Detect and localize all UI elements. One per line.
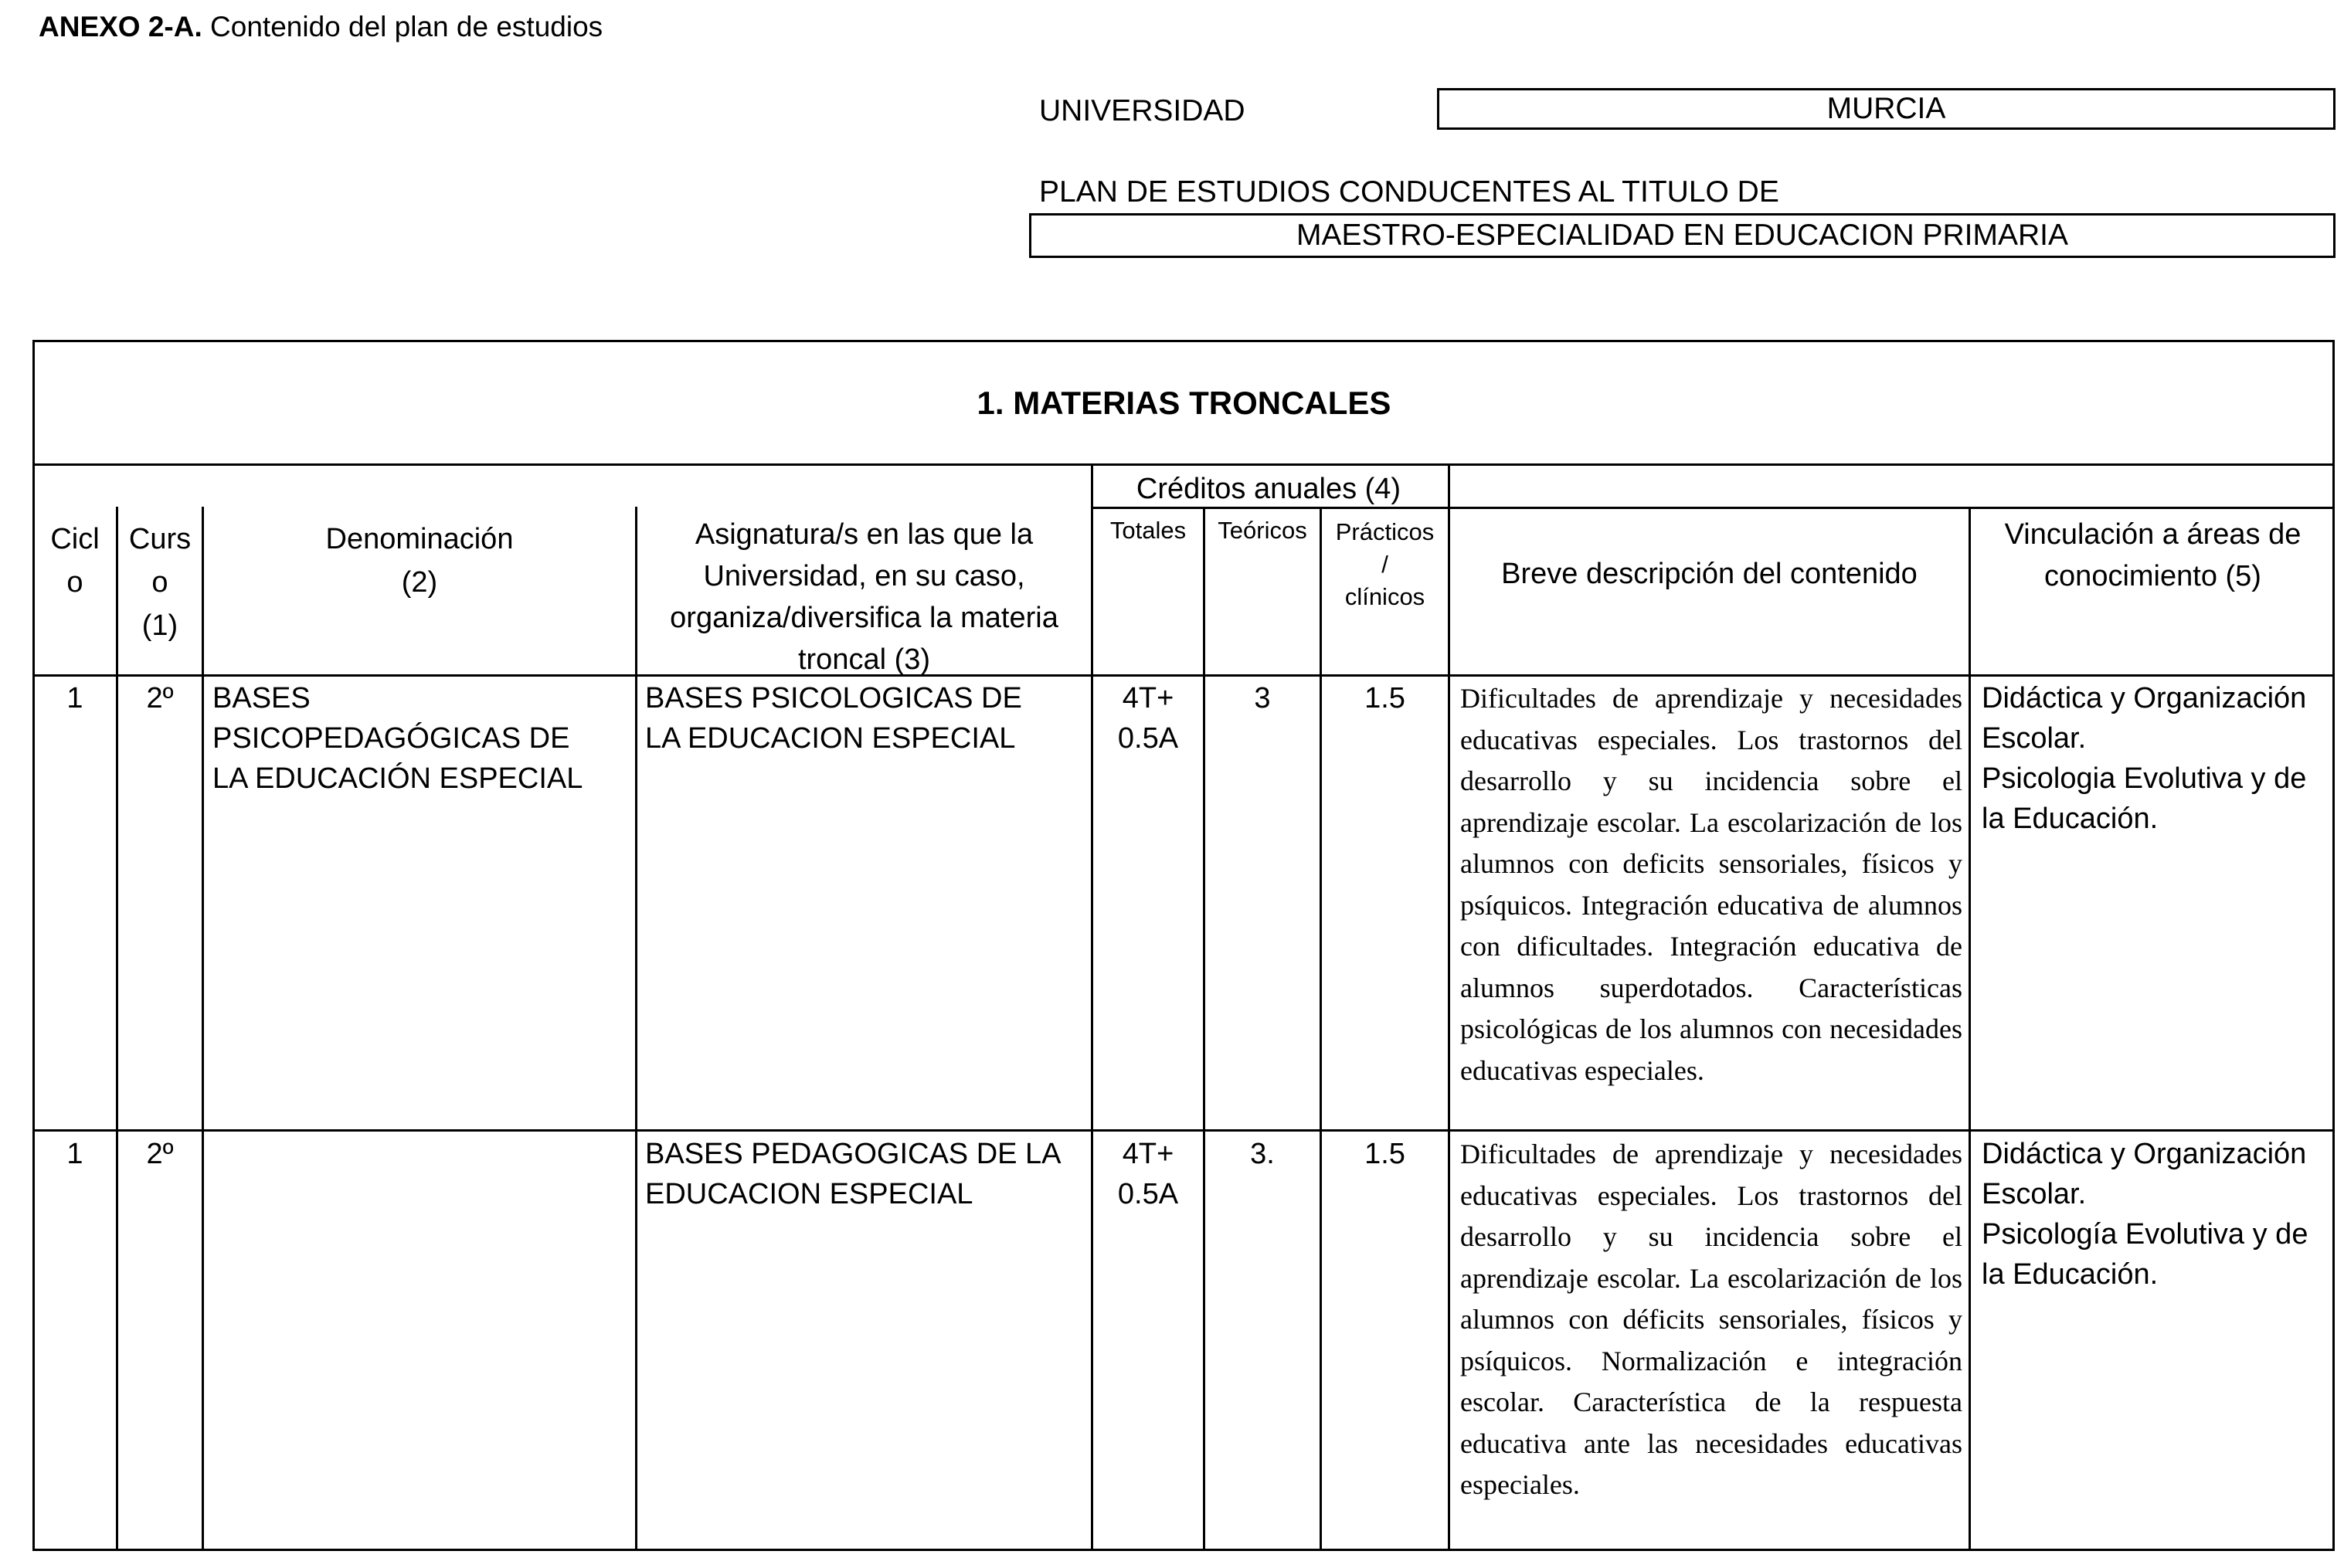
row1-denominacion: BASES PSICOPEDAGÓGICAS DE LA EDUCACIÓN ESPECIAL <box>212 682 583 795</box>
divider-header <box>32 674 2335 677</box>
row2-asignatura: BASES PEDAGOGICAS DE LA EDUCACION ESPECIAL <box>645 1138 1062 1210</box>
header-descripcion: Breve descripción del contenido <box>1501 558 1918 590</box>
row2-teoricos: 3. <box>1250 1138 1275 1170</box>
header-asignatura: Asignatura/s en las que la Universidad, en su caso, organiza/diversifica la materia troncal (3) <box>670 518 1058 676</box>
col-divider <box>1969 507 1971 1551</box>
annex-heading <box>39 11 603 43</box>
col-divider <box>1091 463 1093 1551</box>
col-divider <box>1448 463 1450 1551</box>
row1-asignatura: BASES PSICOLOGICAS DE LA EDUCACION ESPECIAL <box>645 682 1022 755</box>
col-divider <box>202 507 204 1551</box>
col-divider <box>116 507 118 1551</box>
plan-label: PLAN DE ESTUDIOS CONDUCENTES AL TITULO DE <box>1039 175 1779 209</box>
header-curso: Curs o (1) <box>128 523 192 642</box>
col-divider <box>1203 507 1205 1551</box>
row1-totales: 4T+ 0.5A <box>1117 682 1179 755</box>
row1-teoricos: 3 <box>1254 682 1271 714</box>
universidad-value: MURCIA <box>1437 88 2336 130</box>
row1-descripcion: Dificultades de aprendizaje y necesidades educativas especiales. Los trastornos del desarrollo y su incidencia sobre el aprendizaje escolar. La escolarización de los alumnos con deficits sensoriales, físicos y psíquicos. Integración educativa de alumnos con dificultades. Integración educativa de alumnos superdotados. Características psicológicas de los alumnos con necesidades educativas especiales. <box>1460 683 1962 1086</box>
divider-creditos <box>1091 507 2335 509</box>
row1-practicos: 1.5 <box>1364 682 1405 714</box>
header-denominacion: Denominación (2) <box>325 523 514 599</box>
row1-area-2: Psicologia Evolutiva y de la Educación. <box>1982 762 2307 835</box>
header-practicos: Prácticos / clínicos <box>1335 518 1435 610</box>
section-title: 1. MATERIAS TRONCALES <box>977 385 1391 421</box>
row2-area-1: Didáctica y Organización Escolar. <box>1982 1138 2307 1210</box>
divider-row <box>32 1129 2335 1132</box>
row1-curso: 2º <box>146 682 174 714</box>
header-ciclo: Cicl o <box>50 523 100 599</box>
header-teoricos: Teóricos <box>1218 517 1307 544</box>
divider-title <box>32 463 2335 466</box>
row1-area-1: Didáctica y Organización Escolar. <box>1982 682 2307 755</box>
row1-areas <box>1982 678 2329 839</box>
universidad-label: UNIVERSIDAD <box>1039 94 1245 127</box>
row2-curso: 2º <box>146 1138 174 1170</box>
row1-ciclo: 1 <box>66 682 83 714</box>
plan-value: MAESTRO-ESPECIALIDAD EN EDUCACION PRIMARIA <box>1029 213 2336 258</box>
row2-ciclo: 1 <box>66 1138 83 1170</box>
creditos-header: Créditos anuales (4) <box>1136 473 1401 505</box>
header-totales: Totales <box>1109 517 1187 544</box>
row2-practicos: 1.5 <box>1364 1138 1405 1170</box>
row2-totales: 4T+ 0.5A <box>1117 1138 1179 1210</box>
header-vinculacion: Vinculación a áreas de conocimiento (5) <box>2004 518 2302 592</box>
row2-area-2: Psicología Evolutiva y de la Educación. <box>1982 1218 2308 1291</box>
row2-descripcion: Dificultades de aprendizaje y necesidades educativas especiales. Los trastornos del desarrollo y su incidencia sobre el aprendizaje escolar. La escolarización de los alumnos con déficits sensoriales, físicos y psíquicos. Normalización e integración escolar. Característica de la respuesta educativa ante las necesidades educativas especiales. <box>1460 1139 1962 1500</box>
row2-areas <box>1982 1134 2329 1295</box>
annex-title: Contenido del plan de estudios <box>202 11 603 42</box>
col-divider <box>1320 507 1322 1551</box>
annex-number: ANEXO 2-A. <box>39 11 202 42</box>
